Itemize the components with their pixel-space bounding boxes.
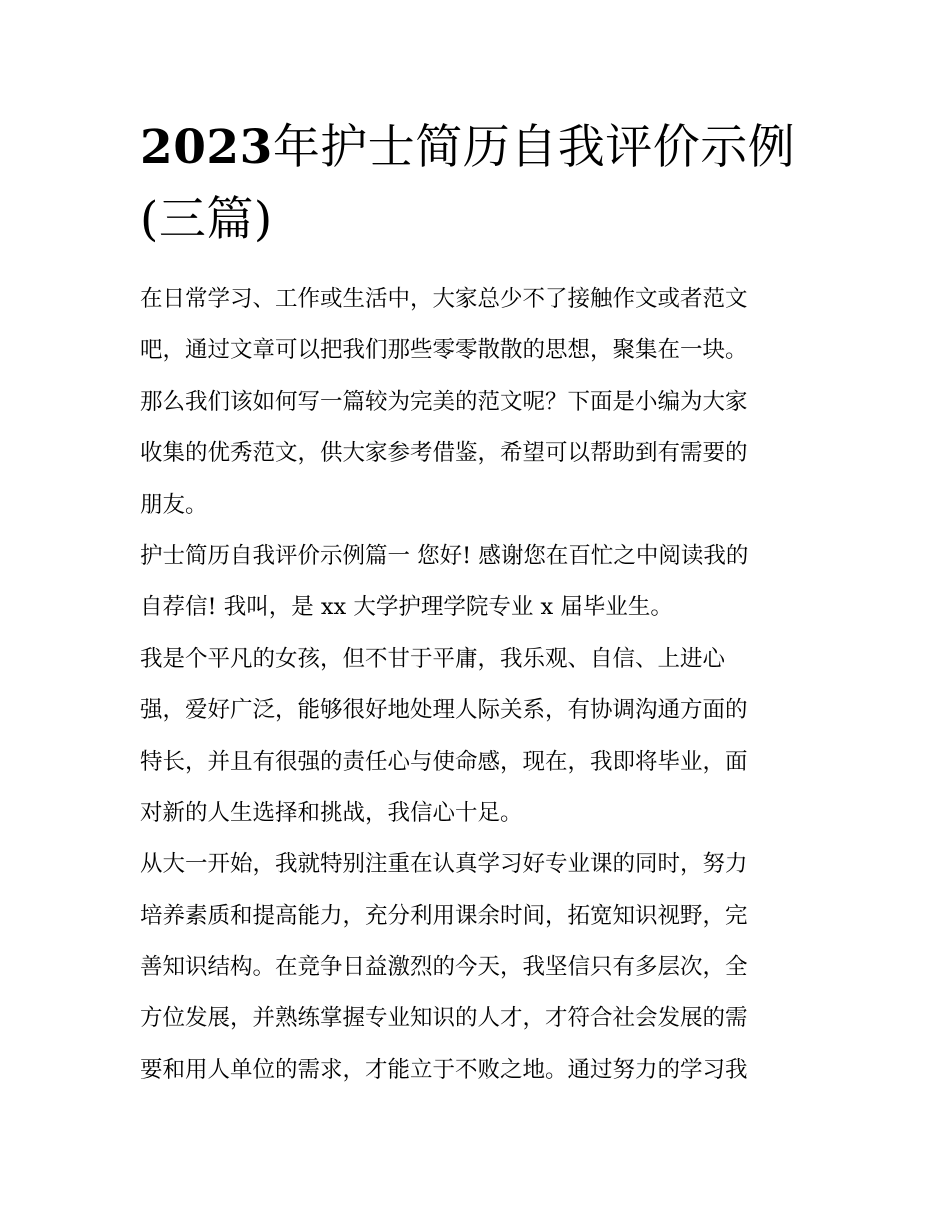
text-line: 特长，并且有很强的责任心与使命感，现在，我即将毕业，面	[140, 748, 748, 775]
document-body	[140, 282, 812, 1104]
text-line: 强，爱好广泛，能够很好地处理人际关系，有协调沟通方面的	[140, 697, 748, 724]
paragraph-intro	[140, 282, 812, 522]
paragraph-study	[140, 847, 812, 1087]
text-line: 朋友。	[140, 491, 208, 518]
text-line: 自荐信! 我叫，是 xx 大学护理学院专业 x 届毕业生。	[140, 594, 673, 621]
paragraph-example-one	[140, 539, 812, 624]
document-title	[140, 112, 820, 256]
text-line: 方位发展，并熟练掌握专业知识的人才，才符合社会发展的需	[140, 1005, 748, 1032]
text-line: 那么我们该如何写一篇较为完美的范文呢？下面是小编为大家	[140, 388, 748, 415]
text-line: 对新的人生选择和挑战，我信心十足。	[140, 799, 523, 826]
text-line: 我是个平凡的女孩，但不甘于平庸，我乐观、自信、上进心	[140, 645, 726, 672]
title-year: 2023	[140, 120, 273, 175]
text-line: 善知识结构。在竞争日益激烈的今天，我坚信只有多层次，全	[140, 954, 748, 981]
text-line: 护士简历自我评价示例篇一 您好! 感谢您在百忙之中阅读我的	[140, 542, 749, 569]
paragraph-self-description	[140, 642, 812, 830]
title-subtitle: (三篇)	[140, 192, 273, 247]
text-line: 收集的优秀范文，供大家参考借鉴，希望可以帮助到有需要的	[140, 440, 748, 467]
text-line: 在日常学习、工作或生活中，大家总少不了接触作文或者范文	[140, 286, 748, 312]
text-line: 培养素质和提高能力，充分利用课余时间，拓宽知识视野，完	[140, 902, 748, 929]
text-line: 要和用人单位的需求，才能立于不败之地。通过努力的学习我	[140, 1056, 748, 1083]
text-line: 吧，通过文章可以把我们那些零零散散的思想，聚集在一块。	[140, 337, 748, 364]
title-text: 年护士简历自我评价示例	[272, 120, 796, 175]
text-line: 从大一开始，我就特别注重在认真学习好专业课的同时，努力	[140, 851, 748, 878]
